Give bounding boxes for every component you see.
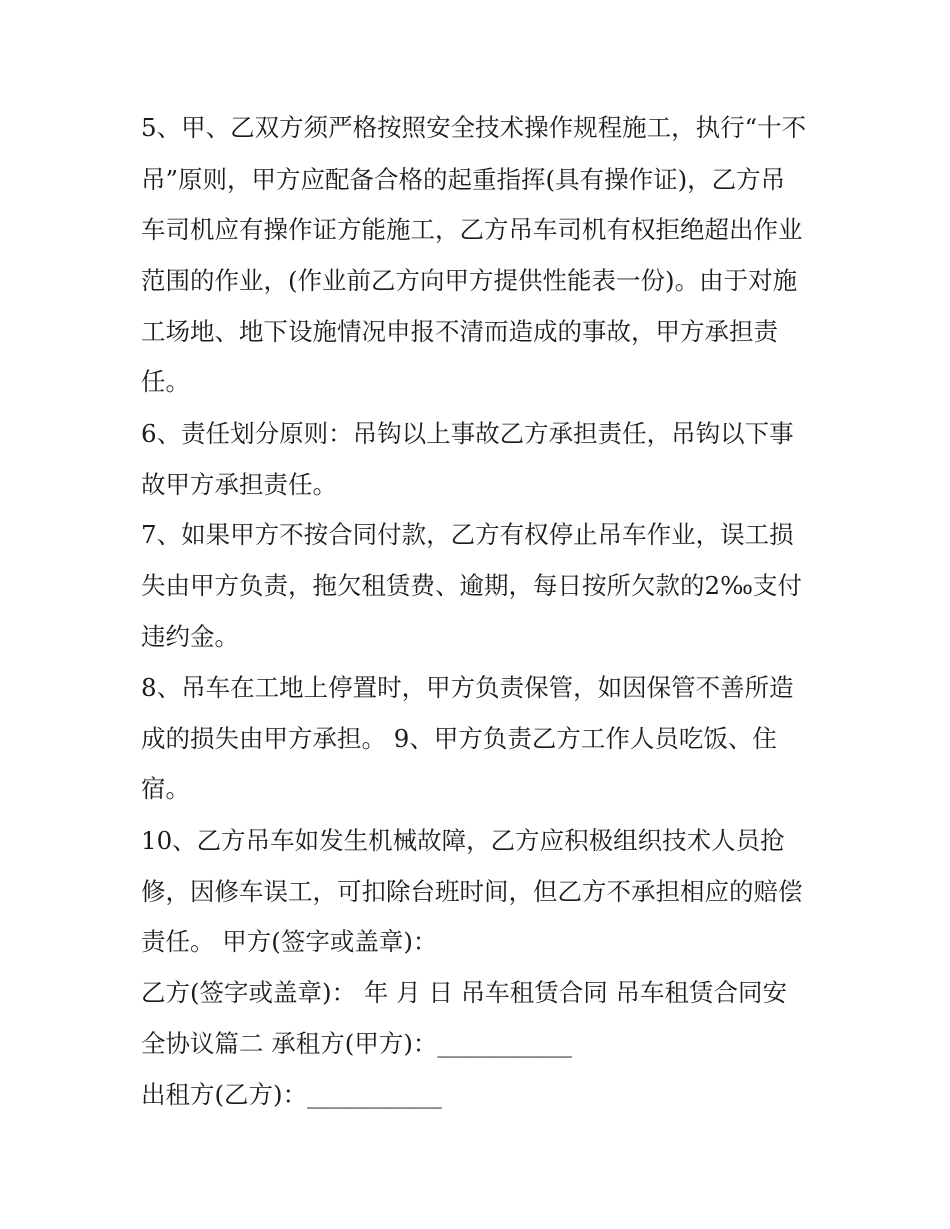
text-line: 车司机应有操作证方能施工，乙方吊车司机有权拒绝超出作业 bbox=[141, 215, 803, 244]
text-line: 违约金。 bbox=[141, 622, 239, 651]
text-line: 吊”原则，甲方应配备合格的起重指挥(具有操作证)，乙方吊 bbox=[141, 165, 786, 194]
text-line: 7、如果甲方不按合同付款，乙方有权停止吊车作业，误工损 bbox=[141, 520, 794, 549]
text-line: 5、甲、乙双方须严格按照安全技术操作规程施工，执行“十不 bbox=[141, 113, 807, 142]
text-line: 范围的作业，(作业前乙方向甲方提供性能表一份)。由于对施 bbox=[141, 266, 798, 295]
text-line: 宿。 bbox=[141, 774, 190, 803]
text-line: 故甲方承担责任。 bbox=[141, 470, 337, 499]
text-line: 6、责任划分原则：吊钩以上事故乙方承担责任，吊钩以下事 bbox=[141, 419, 794, 448]
text-line: 乙方(签字或盖章)： 年 月 日 吊车租赁合同 吊车租赁合同安 bbox=[141, 978, 788, 1007]
text-line: 出租方(乙方)：___________ bbox=[141, 1080, 442, 1109]
text-line: 修，因修车误工，可扣除台班时间，但乙方不承担相应的赔偿 bbox=[141, 877, 803, 906]
text-line: 工场地、地下设施情况申报不清而造成的事故，甲方承担责 bbox=[141, 317, 778, 346]
text-line: 8、吊车在工地上停置时，甲方负责保管，如因保管不善所造 bbox=[141, 673, 794, 702]
text-line: 成的损失由甲方承担。 9、甲方负责乙方工作人员吃饭、住 bbox=[141, 724, 777, 753]
text-line: 任。 bbox=[141, 367, 190, 396]
text-line: 10、乙方吊车如发生机械故障，乙方应积极组织技术人员抢 bbox=[141, 826, 785, 855]
text-line: 失由甲方负责，拖欠租赁费、逾期，每日按所欠款的2‰支付 bbox=[141, 571, 802, 600]
text-line: 全协议篇二 承租方(甲方)：___________ bbox=[141, 1029, 573, 1058]
text-line: 责任。 甲方(签字或盖章)： bbox=[141, 927, 438, 956]
